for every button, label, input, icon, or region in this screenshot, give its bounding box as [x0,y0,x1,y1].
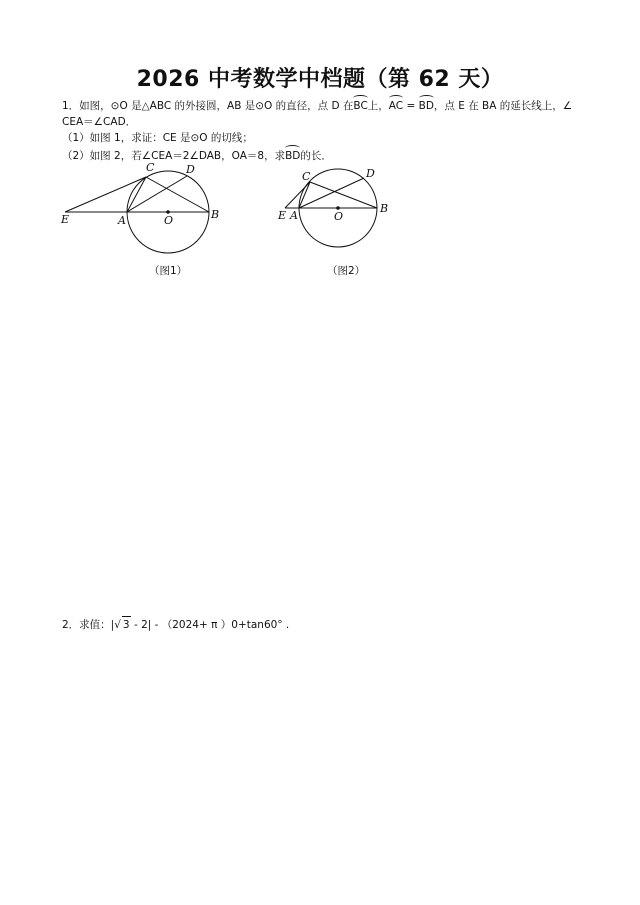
question-1-line-2: CEA＝∠CAD． [62,116,137,128]
sqrt-radicand: 3 [122,616,131,633]
arc-ac: AC [389,96,403,114]
fig1-label-b: B [211,208,220,221]
arc-bd-2: BD [285,146,300,164]
fig1-caption: （图1） [149,265,188,277]
fig1-line-ec [65,177,146,212]
question-2 [62,616,587,633]
arc-bd: BD [419,96,434,114]
fig1-label-o: O [164,214,174,227]
fig2-label-a: A [290,209,298,222]
fig2-label-e: E [278,209,287,222]
fig2-caption: （图2） [327,265,366,277]
fig1-label-e: E [61,213,70,226]
fig2-label-d: D [366,167,375,180]
figures [0,160,640,290]
fig2-label-o: O [334,210,344,223]
fig2-center-dot [337,207,340,210]
fig2-line-ec [285,182,310,208]
fig1-label-a: A [118,214,126,227]
page-title: 2026 中考数学中档题（第 62 天） [136,67,504,92]
fig1-label-d: D [186,163,195,176]
arc-bc: BC [353,96,367,114]
fig1-label-c: C [146,161,155,174]
question-1 [62,96,587,164]
sqrt-symbol: √ [114,619,121,631]
fig1-center-dot [167,211,170,214]
question-1-part-2: （2）如图 2，若∠CEA＝2∠DAB，OA＝8，求BD的长． [62,146,587,164]
question-1-line-1: 1．如图，⊙O 是△ABC 的外接圆，AB 是⊙O 的直径，点 D 在BC上，AC = BD，点 E 在 BA 的延长线上，∠ [62,96,587,114]
question-1-part-1: （1）如图 1，求证：CE 是⊙O 的切线； [62,132,253,144]
question-2-line: 2．求值：|√ 3 - 2| - （2024+ π ）0+tan60° . [62,616,587,633]
figure-2 [285,169,377,247]
fig2-label-c: C [302,170,311,183]
fig2-line-cb [310,182,377,208]
figure-1 [65,171,209,253]
fig2-label-b: B [380,202,389,215]
